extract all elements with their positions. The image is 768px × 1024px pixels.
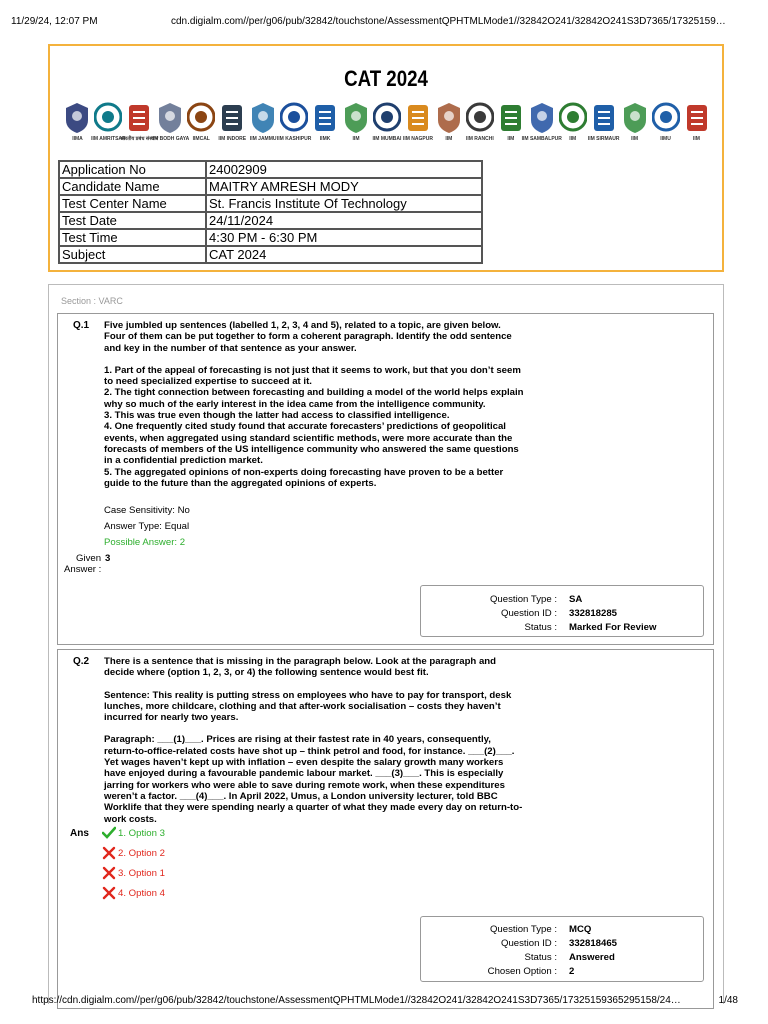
iim-sambalpur-logo bbox=[521, 102, 562, 154]
logo-caption: IIMA bbox=[72, 136, 83, 142]
detail-label: Status : bbox=[524, 952, 557, 963]
iim-bodh-gaya-logo bbox=[151, 102, 190, 154]
question-intro: Five jumbled up sentences (labelled 1, 2, 3, 4 and 5), related to a topic, are given below. Four of them can be put together to form a coherent paragraph. Identify the odd sentence and key in the number of that sentence as your answer. bbox=[104, 320, 512, 354]
print-header bbox=[11, 16, 756, 30]
iim-trichy-logo bbox=[619, 102, 650, 154]
cross-icon bbox=[102, 866, 116, 880]
iima-logo bbox=[62, 102, 93, 154]
logo-caption: IIM bbox=[693, 136, 700, 142]
detail-value: 2 bbox=[569, 966, 575, 977]
logo-caption: IIM BODH GAYA bbox=[151, 136, 190, 142]
page-number: 1/48 bbox=[718, 995, 738, 1006]
detail-label: Question Type : bbox=[489, 594, 557, 605]
logo-caption: IIMU bbox=[660, 136, 671, 142]
logo-caption: IIM bbox=[352, 136, 360, 142]
iim-logo-strip bbox=[62, 102, 712, 154]
iim-rohtak-logo bbox=[495, 102, 526, 154]
iim-kozhikode-logo bbox=[310, 102, 341, 154]
info-label: Candidate Name bbox=[59, 178, 206, 195]
logo-caption: IIM SIRMAUR bbox=[587, 136, 620, 142]
detail-value: SA bbox=[569, 594, 583, 605]
logo-caption: IIM SAMBALPUR bbox=[521, 136, 562, 142]
candidate-card bbox=[48, 44, 724, 272]
detail-label: Chosen Option : bbox=[487, 966, 557, 977]
iim-jammu-logo bbox=[248, 102, 279, 154]
info-label: Test Center Name bbox=[59, 195, 206, 212]
cross-icon bbox=[102, 886, 116, 900]
option-text: 4. Option 4 bbox=[118, 888, 165, 899]
answer-label: Ans bbox=[70, 828, 89, 839]
info-value: MAITRY AMRESH MODY bbox=[206, 178, 482, 195]
print-url: cdn.digialm.com//per/g06/pub/32842/touchstone/AssessmentQPHTMLMode1//32842O241/32842O241S3D7365/17325159… bbox=[171, 16, 726, 27]
info-row bbox=[59, 246, 482, 263]
question-card bbox=[57, 649, 714, 1009]
logo-caption: IIMK bbox=[319, 136, 331, 142]
detail-label: Status : bbox=[524, 622, 557, 633]
case-sensitivity: Case Sensitivity: No bbox=[104, 505, 190, 516]
info-row bbox=[59, 212, 482, 229]
detail-value: Answered bbox=[569, 952, 615, 963]
info-value: 24/11/2024 bbox=[206, 212, 482, 229]
iim-raipur-logo bbox=[433, 102, 464, 154]
info-label: Subject bbox=[59, 246, 206, 263]
logo-caption: IIM MUMBAI bbox=[372, 136, 402, 142]
detail-label: Question ID : bbox=[501, 938, 557, 949]
option-text: 3. Option 1 bbox=[118, 868, 165, 879]
section-title: Section : VARC bbox=[61, 296, 123, 306]
section-varc bbox=[48, 284, 724, 1004]
iim-indore-logo bbox=[217, 102, 248, 154]
logo-caption: IIM bbox=[507, 136, 515, 142]
info-label: Test Time bbox=[59, 229, 206, 246]
option-text: 2. Option 2 bbox=[118, 848, 165, 859]
info-value: 24002909 bbox=[206, 161, 482, 178]
iim-ranchi-logo bbox=[464, 102, 495, 154]
iim-nagpur-logo bbox=[402, 102, 433, 154]
logo-caption: IIM NAGPUR bbox=[402, 136, 433, 142]
question-details-box bbox=[420, 916, 704, 982]
iim-visakhapatnam-logo bbox=[681, 102, 712, 154]
iim-kashipur-logo bbox=[276, 102, 312, 154]
iim-bangalore-logo bbox=[120, 102, 159, 154]
sentence-item: 2. The tight connection between forecasting and building a model of the world helps explain why so much of the early interest in the idea came from the intelligence community. bbox=[104, 387, 524, 410]
footer-url: https://cdn.digialm.com//per/g06/pub/32842/touchstone/AssessmentQPHTMLMode1//32842O241/32842O241S3D7365/17325159365295158/24… bbox=[32, 995, 681, 1006]
given-answer-value: 3 bbox=[105, 553, 111, 564]
option-text: 1. Option 3 bbox=[118, 828, 165, 839]
iim-mumbai-logo bbox=[372, 102, 403, 154]
answer-type: Answer Type: Equal bbox=[104, 521, 190, 532]
question-number: Q.1 bbox=[73, 320, 90, 331]
question-details-box bbox=[420, 585, 704, 637]
logo-caption: IIM INDORE bbox=[218, 136, 247, 142]
candidate-info-table bbox=[58, 160, 483, 264]
cross-icon bbox=[102, 846, 116, 860]
detail-label: Question Type : bbox=[489, 924, 557, 935]
question-text bbox=[104, 320, 524, 489]
exam-title: CAT 2024 bbox=[344, 66, 428, 91]
question-intro: There is a sentence that is missing in the paragraph below. Look at the paragraph and decide where (option 1, 2, 3, or 4) the following sentence would best fit. bbox=[104, 656, 497, 679]
print-timestamp: 11/29/24, 12:07 PM bbox=[11, 16, 98, 27]
logo-caption: भारतीय प्रबंध संस्थान bbox=[120, 136, 159, 142]
info-row bbox=[59, 178, 482, 195]
info-label: Application No bbox=[59, 161, 206, 178]
info-row bbox=[59, 229, 482, 246]
iim-shillong-logo bbox=[557, 102, 588, 154]
sentence-item: 3. This was true even though the latter had access to classified intelligence. bbox=[104, 410, 450, 422]
detail-label: Question ID : bbox=[501, 608, 557, 619]
detail-value: 332818465 bbox=[569, 938, 618, 949]
logo-caption: IIMCAL bbox=[192, 136, 210, 142]
detail-value: MCQ bbox=[569, 924, 592, 935]
iim-sirmaur-logo bbox=[588, 102, 619, 154]
info-row bbox=[59, 161, 482, 178]
iim-amritsar-logo bbox=[93, 102, 124, 154]
info-value: CAT 2024 bbox=[206, 246, 482, 263]
sentence-item: 4. One frequently cited study found that accurate forecasters’ predictions of geopolitical events, when aggregated using standard scientific methods, were more accurate than the forecasts of members of the US intelligence community who answered the same questions in a confidential prediction market. bbox=[104, 421, 519, 467]
print-footer bbox=[32, 995, 738, 1007]
info-value: 4:30 PM - 6:30 PM bbox=[206, 229, 482, 246]
question-text bbox=[104, 656, 524, 825]
logo-caption: IIM bbox=[631, 136, 639, 142]
given-answer-label: Given bbox=[76, 553, 102, 564]
iim-lucknow-logo bbox=[341, 102, 372, 154]
detail-value: 332818285 bbox=[569, 608, 618, 619]
question-number: Q.2 bbox=[73, 656, 90, 667]
sentence-item: 1. Part of the appeal of forecasting is not just that it seems to work, but that you don’t seem to need specialized expertise to succeed at it. bbox=[104, 364, 521, 388]
question-sentence: Sentence: This reality is putting stress on employees who have to pay for transport, desk lunches, more childcare, clothing and that after-work socialisation – costs they haven’t incurred for nearly two years. bbox=[104, 689, 512, 724]
question-paragraph: Paragraph: ___(1)___. Prices are rising at their fastest rate in 40 years, consequently, return-to-office-related costs have shot up – think petrol and food, for instance. ___(2)___. Yet wages haven’t kept up with inflation – even despite the salary growth many workers have enjoyed during a favourable pandemic labour market. ___(3)___. This is especially jarring for workers who were able to save during remote work, when these expenditures weren’t a factor. ___(4)___. In April 2022, Umus, a London university lecturer, told BBC Worklife that they were spending nearly a quarter of what they made every day on return-to-work costs. bbox=[104, 734, 523, 825]
logo-caption: IIM RANCHI bbox=[465, 136, 494, 142]
sentence-item: 5. The aggregated opinions of non-experts doing forecasting have proven to be a better guide to the future than the aggregated opinions of experts. bbox=[104, 466, 504, 489]
logo-caption: IIM AMRITSAR bbox=[91, 136, 126, 142]
logo-caption: IIM bbox=[569, 136, 577, 142]
iim-calcutta-logo bbox=[186, 102, 217, 154]
logo-caption: IIM KASHIPUR bbox=[276, 136, 312, 142]
info-value: St. Francis Institute Of Technology bbox=[206, 195, 482, 212]
detail-value: Marked For Review bbox=[569, 622, 657, 633]
check-icon bbox=[102, 826, 116, 840]
iimu-logo bbox=[650, 102, 681, 154]
logo-caption: IIM JAMMU bbox=[249, 136, 277, 142]
info-row bbox=[59, 195, 482, 212]
given-answer-label-2: Answer : bbox=[64, 564, 102, 575]
info-label: Test Date bbox=[59, 212, 206, 229]
possible-answer: Possible Answer: 2 bbox=[104, 537, 186, 548]
logo-caption: IIM bbox=[445, 136, 453, 142]
question-card bbox=[57, 313, 714, 645]
